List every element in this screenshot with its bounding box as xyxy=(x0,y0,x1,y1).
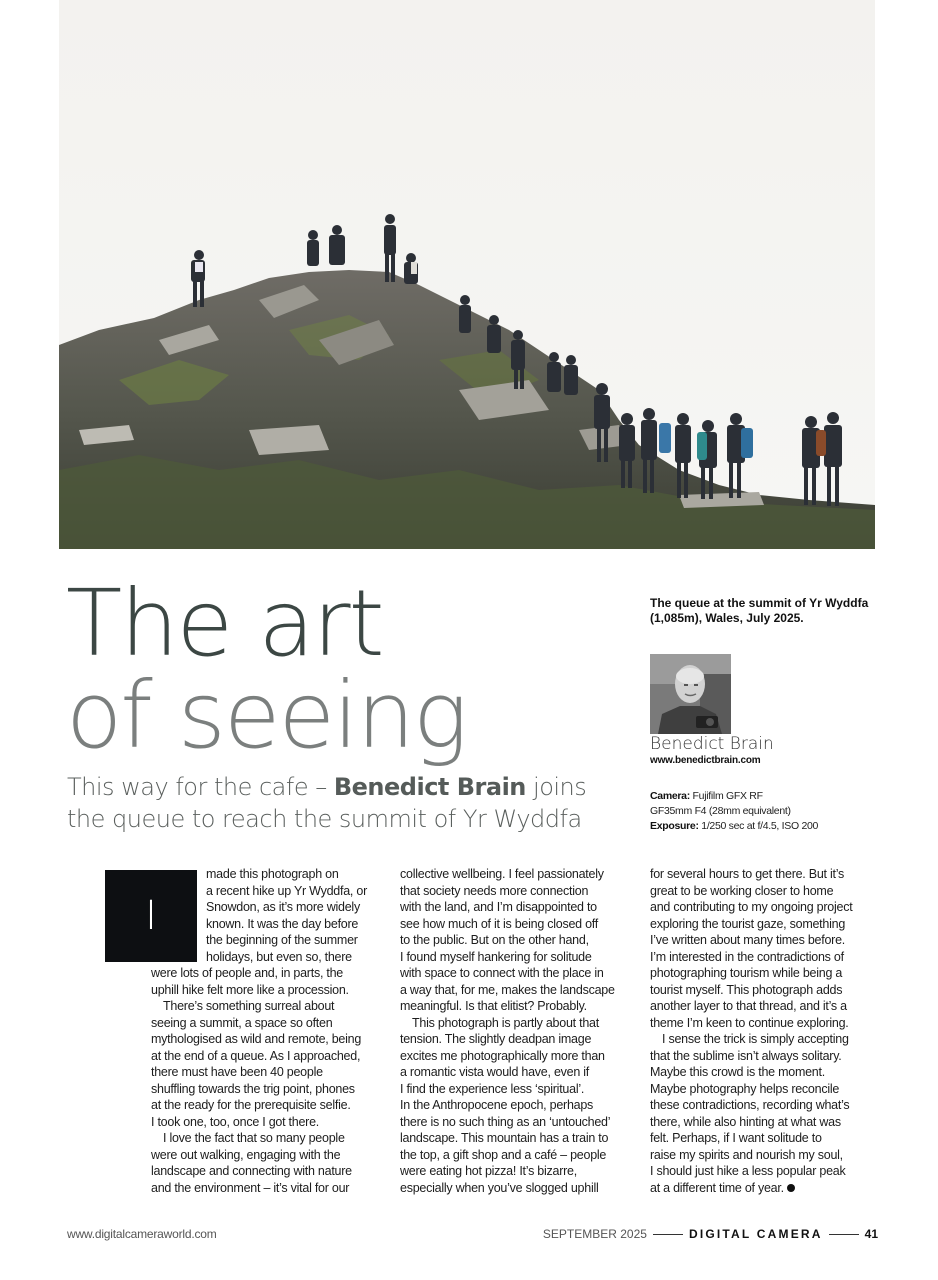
footer-folio xyxy=(543,1227,878,1241)
footer-website-link[interactable]: www.digitalcameraworld.com xyxy=(67,1227,217,1241)
body-line: I took one, too, once I got there. xyxy=(151,1114,320,1129)
body-line: collective wellbeing. I feel passionately xyxy=(400,867,604,881)
body-line: there, while also hinting at what was xyxy=(650,1114,841,1129)
title-line-2: of seeing xyxy=(66,662,467,769)
standfirst-after: joins the queue to reach the summit of Yr Wyddfa xyxy=(67,773,587,833)
body-line: mythologised as wild and remote, being xyxy=(151,1032,362,1046)
body-line: meaningful. Is that elitist? Probably. xyxy=(400,999,587,1013)
body-column-1 xyxy=(151,866,381,1196)
body-line: landscape. This mountain has a train to xyxy=(400,1131,609,1145)
body-line: with the land, and I’m disappointed to xyxy=(400,900,597,914)
body-line: photographing tourism while being a xyxy=(650,966,843,980)
body-line: I found myself hankering for solitude xyxy=(400,949,592,964)
body-line: for several hours to get there. But it’s xyxy=(650,867,845,881)
hero-photo xyxy=(59,0,875,549)
body-line: that the sublime isn’t always solitary. xyxy=(650,1048,842,1063)
body-line: the top, a gift shop and a café – people xyxy=(400,1147,607,1162)
body-line: In the Anthropocene epoch, perhaps xyxy=(400,1098,594,1112)
body-line: I find the experience less ‘spiritual’. xyxy=(400,1081,585,1096)
body-line: uphill hike felt more like a procession. xyxy=(151,982,349,997)
body-line: were eating hot pizza! It’s bizarre, xyxy=(400,1164,577,1178)
body-line: tension. The slightly deadpan image xyxy=(400,1032,592,1046)
standfirst-author: Benedict Brain xyxy=(333,773,526,801)
body-line: and contributing to my ongoing project xyxy=(650,900,853,914)
body-last-line xyxy=(650,1180,880,1197)
author-website-link[interactable]: www.benedictbrain.com xyxy=(650,755,761,766)
body-line: felt. Perhaps, if I want solitude to xyxy=(650,1131,822,1145)
body-line: theme I’m keen to continue exploring. xyxy=(650,1015,849,1030)
body-line: were lots of people and, in parts, the xyxy=(151,966,344,980)
body-line: I sense the trick is simply accepting xyxy=(662,1032,849,1046)
body-line: Maybe photography helps reconcile xyxy=(650,1081,840,1096)
exif-camera-value: Fujifilm GFX RF xyxy=(689,790,763,802)
body-line: I should just hike a less popular peak xyxy=(650,1164,846,1178)
body-line: great to be working closer to home xyxy=(650,883,834,898)
body-line: I’m interested in the contradictions of xyxy=(650,949,844,964)
body-line: I’ve written about many times before. xyxy=(650,933,846,947)
body-line: shuffling towards the trig point, phones xyxy=(151,1081,355,1096)
standfirst xyxy=(67,771,627,835)
body-line: especially when you’ve slogged uphill xyxy=(400,1180,599,1195)
body-line: excites me photographically more than xyxy=(400,1048,605,1063)
body-line: to the public. But on the other hand, xyxy=(400,933,589,947)
footer-issue: SEPTEMBER 2025 xyxy=(542,1227,647,1241)
article-title xyxy=(66,570,626,769)
footer-rule xyxy=(653,1234,683,1235)
body-line: were out walking, engaging with the xyxy=(151,1147,341,1162)
body-line: made this photograph on xyxy=(206,867,339,881)
body-line: I love the fact that so many people xyxy=(163,1131,345,1145)
body-line: the beginning of the summer xyxy=(206,933,358,947)
end-mark-icon xyxy=(787,1184,795,1192)
body-line: tourist myself. This photograph adds xyxy=(650,982,843,997)
body-line: a way that, for me, makes the landscape xyxy=(400,982,615,997)
body-column-2 xyxy=(400,866,632,1196)
body-column-3 xyxy=(650,866,880,1196)
exif-camera xyxy=(650,789,880,804)
body-line: another layer to that thread, and it’s a xyxy=(650,999,847,1013)
body-line: This photograph is partly about that xyxy=(412,1015,599,1030)
photo-caption: The queue at the summit of Yr Wyddfa (1,085m), Wales, July 2025. xyxy=(650,596,869,625)
body-line: at the end of a queue. As I approached, xyxy=(151,1048,361,1063)
body-line: Maybe this crowd is the moment. xyxy=(650,1065,825,1079)
standfirst-before: This way for the cafe – xyxy=(67,773,334,801)
drop-cap-letter: I xyxy=(145,893,157,939)
body-line: known. It was the day before xyxy=(206,916,359,931)
page-number: 41 xyxy=(864,1227,878,1241)
title-line-1: The art xyxy=(66,570,383,677)
body-line: at the ready for the prerequisite selfie. xyxy=(151,1098,351,1112)
body-line: raise my spirits and nourish my soul, xyxy=(650,1147,843,1162)
body-line: There’s something surreal about xyxy=(163,999,335,1013)
body-line: with space to connect with the place in xyxy=(400,966,604,980)
exif-exposure-label: Exposure: xyxy=(650,820,699,832)
exif-camera-label: Camera: xyxy=(650,790,690,802)
exif-exposure-value: 1/250 sec at f/4.5, ISO 200 xyxy=(698,820,819,832)
body-line: and the environment – it’s vital for our xyxy=(151,1180,350,1195)
body-line: there is no such thing as an ‘untouched’ xyxy=(400,1114,611,1129)
exif-exposure xyxy=(650,819,880,834)
body-line: a romantic vista would have, even if xyxy=(400,1065,590,1079)
body-line: that society needs more connection xyxy=(400,883,589,898)
body-line: Snowdon, as it’s more widely xyxy=(206,900,360,914)
body-line: there must have been 40 people xyxy=(151,1065,323,1079)
author-portrait xyxy=(650,654,731,734)
footer-magazine: DIGITAL CAMERA xyxy=(688,1227,823,1241)
body-line: see how much of it is being closed off xyxy=(400,916,599,931)
body-line: these contradictions, recording what’s xyxy=(650,1098,850,1112)
author-name: Benedict Brain xyxy=(650,734,774,754)
body-line: exploring the tourist gaze, something xyxy=(650,916,846,931)
body-line: landscape and connecting with nature xyxy=(151,1164,352,1178)
body-line: holidays, but even so, there xyxy=(206,949,352,964)
footer-rule xyxy=(829,1234,859,1235)
body-line: at a different time of year. xyxy=(650,1180,784,1195)
body-line: a recent hike up Yr Wyddfa, or xyxy=(206,883,367,898)
exif-lens: GF35mm F4 (28mm equivalent) xyxy=(650,805,791,817)
exif-details xyxy=(650,789,880,834)
body-line: seeing a summit, a space so often xyxy=(151,1015,333,1030)
